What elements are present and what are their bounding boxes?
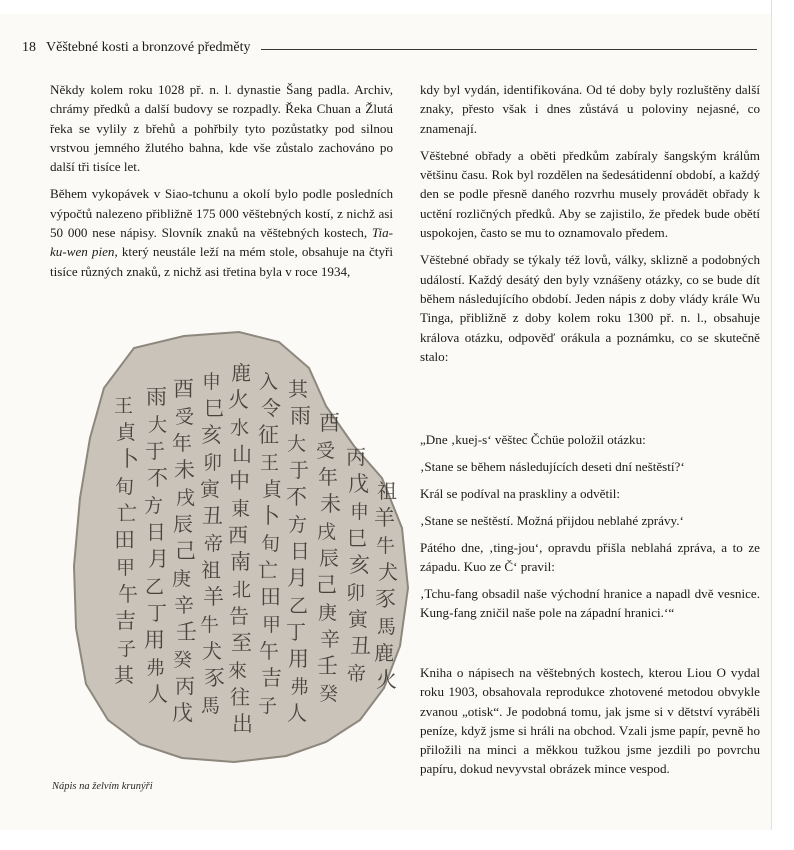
left-column	[50, 80, 393, 289]
oracle-glyph: 庚	[318, 602, 338, 624]
oracle-glyph: 己	[316, 573, 337, 597]
paragraph-excavations	[50, 184, 393, 280]
oracle-glyph: 至	[231, 631, 252, 655]
oracle-glyph: 犬	[202, 639, 222, 663]
oracle-glyph: 出	[232, 712, 253, 736]
oracle-glyph: 丙	[175, 674, 195, 698]
scan-border-right	[771, 0, 794, 850]
oracle-glyph: 王	[260, 452, 280, 474]
oracle-glyph: 亥	[349, 553, 370, 577]
oracle-glyph: 卜	[259, 504, 280, 528]
oracle-glyph: 馬	[201, 695, 221, 717]
oracle-glyph: 旬	[115, 476, 135, 498]
oracle-glyph: 來	[228, 660, 248, 682]
oracle-glyph: 吉	[115, 609, 136, 633]
right-column	[420, 80, 760, 374]
oracle-glyph: 鹿	[374, 641, 394, 665]
oracle-glyph: 年	[318, 465, 338, 489]
turtle-shell-image	[64, 328, 414, 768]
paragraph-divination-topics: Věštebné obřady se týkaly též lovů, války, sklizně a podobných událostí. Každý desátý den byly vznášeny otázky, co se bude dít během následujícího období. Jeden nápis z doby vlády krále Wu Tinga, přibližně z doby kolem roku 1300 př. n. l., obsahuje králova otázku, odpověď orákula a poznámku, co se skutečně stalo:	[420, 252, 760, 364]
oracle-glyph: 入	[259, 371, 279, 393]
paragraph-excavations-a: Během vykopávek v Siao-tchunu a okolí bylo podle posledních výpočtů nalezeno přibližně 175 000 věštebných kostí, z nichž asi 50 000 nese nápisy. Slovník znaků na věštebných kostech,	[50, 186, 393, 241]
oracle-glyph: 寅	[348, 607, 368, 631]
inscription-quote	[420, 430, 760, 630]
quote-line: ‚Tchu-fang obsadil naše východní hranice a napadl dvě vesnice. Kung-fang zničil naše pole na západní hranici.‘“	[420, 585, 760, 621]
oracle-glyph: 辰	[319, 546, 339, 570]
oracle-glyph: 于	[289, 458, 309, 482]
oracle-glyph: 雨	[146, 385, 167, 409]
oracle-glyph: 酉	[173, 377, 194, 401]
oracle-glyph: 癸	[173, 649, 193, 671]
oracle-glyph: 乙	[145, 576, 165, 598]
oracle-glyph: 于	[145, 439, 165, 463]
oracle-glyph: 未	[174, 458, 195, 482]
oracle-glyph: 東	[231, 498, 251, 520]
oracle-glyph: 受	[175, 406, 195, 428]
paragraph-rubbings-text: Kniha o nápisech na věštebných kostech, kterou Liou O vydal roku 1903, obsahovala reprodukce zhotovené metodou obvykle zvanou „otisk“. Je podobná tomu, jak jsme si v dětství vyráběli peníze, když jsme si hráli na obchod. Vzali jsme papír, pevně ho přiložili na minci a měkkou tužkou jsme jezdili po povrchu papíru, dokud nevyvstal obrázek mince vespod.	[420, 665, 760, 777]
oracle-glyph: 辛	[174, 593, 194, 617]
oracle-glyph: 大	[148, 414, 168, 436]
oracle-glyph: 戌	[317, 521, 337, 543]
oracle-glyph: 田	[114, 528, 135, 552]
oracle-glyph: 貞	[262, 477, 282, 501]
oracle-glyph: 不	[147, 466, 168, 490]
oracle-glyph: 乙	[289, 595, 309, 617]
oracle-glyph: 辰	[173, 512, 193, 536]
oracle-glyph: 牛	[200, 614, 220, 636]
oracle-glyph: 寅	[200, 477, 220, 501]
oracle-glyph: 豕	[375, 587, 396, 611]
oracle-glyph: 日	[290, 539, 310, 563]
oracle-glyph: 巳	[204, 396, 224, 420]
oracle-glyph: 弗	[290, 676, 310, 698]
oracle-glyph: 丑	[350, 634, 371, 658]
oracle-glyph: 西	[228, 523, 248, 547]
oracle-glyph: 方	[288, 514, 308, 536]
running-title: Věštebné kosti a bronzové předměty	[46, 40, 251, 55]
oracle-glyph: 丑	[202, 504, 223, 528]
paragraph-rubbings	[420, 663, 760, 779]
oracle-glyph: 不	[286, 485, 307, 509]
quote-line: ‚Stane se neštěstí. Možná přijdou neblahé zprávy.‘	[420, 512, 684, 528]
oracle-glyph: 月	[287, 566, 308, 590]
oracle-glyph: 犬	[378, 560, 398, 584]
oracle-glyph: 火	[228, 388, 249, 412]
oracle-glyph: 年	[172, 431, 192, 455]
oracle-glyph: 子	[258, 695, 278, 717]
oracle-glyph: 用	[288, 647, 309, 671]
oracle-glyph: 己	[175, 539, 196, 563]
oracle-glyph: 南	[230, 550, 251, 574]
oracle-glyph: 火	[376, 668, 397, 692]
oracle-glyph: 酉	[319, 411, 340, 435]
oracle-glyph: 山	[232, 442, 252, 466]
oracle-glyph: 令	[261, 396, 281, 420]
figure-caption: Nápis na želvím krunýři	[52, 781, 153, 792]
quote-line: Král se podíval na praskliny a odvětil:	[420, 485, 620, 501]
oracle-glyph: 日	[146, 520, 166, 544]
oracle-glyph: 受	[316, 440, 336, 462]
oracle-glyph: 鹿	[231, 361, 251, 385]
oracle-glyph: 卯	[346, 582, 366, 604]
oracle-glyph: 方	[144, 495, 164, 517]
oracle-glyph: 丙	[346, 445, 366, 469]
oracle-glyph: 卜	[118, 447, 139, 471]
oracle-glyph: 帝	[347, 663, 367, 685]
oracle-glyph: 用	[144, 628, 165, 652]
oracle-glyph: 大	[287, 433, 307, 455]
turtle-shell-figure	[64, 328, 414, 768]
oracle-glyph: 亡	[258, 558, 278, 582]
paragraph-rituals: Věštebné obřady a oběti předkům zabíraly šangským králům většinu času. Rok byl rozdělen na šedesátidenní období, a každý den se podle přesně daného rozvrhu musely provádět obřady k uctění rozličných předků. Aby se zajistilo, že předek bude obětí uspokojen, často se mu to oznamovalo předem.	[420, 147, 760, 241]
oracle-glyph: 旬	[261, 533, 281, 555]
oracle-glyph: 牛	[376, 535, 396, 557]
oracle-glyph: 祖	[201, 558, 221, 582]
oracle-glyph: 田	[260, 585, 281, 609]
oracle-glyph: 申	[202, 371, 222, 393]
paragraph-dynasty-fall: Někdy kolem roku 1028 př. n. l. dynastie Šang padla. Archiv, chrámy předků a další budovy se rozpadly. Řeka Chuan a Žlutá řeka se vylily z břehů a pohřbily tyto pozůstatky pod silnou vrstvou jemného žlutého bahna, kde vše zůstalo zachováno po další tři tisíce let.	[50, 82, 393, 175]
oracle-glyph: 往	[230, 685, 250, 709]
scan-border-top	[0, 0, 794, 14]
oracle-glyph: 丁	[147, 601, 167, 625]
oracle-glyph: 子	[117, 638, 137, 660]
oracle-glyph: 北	[232, 579, 252, 601]
oracle-glyph: 甲	[262, 614, 282, 636]
oracle-glyph: 亥	[201, 423, 222, 447]
oracle-glyph: 甲	[116, 557, 136, 579]
oracle-glyph: 申	[350, 501, 370, 523]
header-rule	[261, 49, 758, 50]
oracle-glyph: 雨	[290, 404, 311, 428]
oracle-glyph: 午	[118, 582, 138, 606]
oracle-glyph: 巳	[347, 526, 367, 550]
oracle-glyph: 吉	[261, 666, 282, 690]
oracle-glyph: 征	[258, 423, 279, 447]
oracle-glyph: 羊	[374, 506, 395, 530]
oracle-glyph: 卯	[203, 452, 223, 474]
dictionary-title: Tia-ku-wen pien	[50, 225, 393, 260]
oracle-glyph: 亡	[117, 501, 137, 525]
oracle-glyph: 戌	[176, 487, 196, 509]
oracle-glyph: 戊	[348, 472, 369, 496]
quote-line: ‚Stane se během následujících deseti dní neštěstí?‘	[420, 458, 685, 474]
oracle-glyph: 月	[148, 547, 169, 571]
oracle-glyph: 王	[114, 395, 134, 417]
oracle-glyph: 其	[114, 663, 134, 687]
quote-line: Pátého dne, ‚ting-jou‘, opravdu přišla neblahá zpráva, a to ze západu. Kuo ze Č‘ pravil:	[420, 539, 760, 574]
oracle-glyph: 癸	[319, 683, 339, 705]
quote-line: „Dne ‚kuej-s‘ věštec Čchüe položil otázku:	[420, 432, 646, 447]
oracle-glyph: 人	[148, 682, 168, 706]
oracle-glyph: 貞	[116, 420, 136, 444]
oracle-glyph: 中	[229, 469, 250, 493]
oracle-glyph: 帝	[204, 533, 224, 555]
oracle-glyph: 丁	[286, 620, 306, 644]
oracle-glyph: 水	[230, 417, 250, 439]
oracle-glyph: 未	[320, 492, 341, 516]
oracle-glyph: 弗	[146, 657, 166, 679]
scan-border-bottom	[0, 830, 794, 850]
oracle-glyph: 人	[287, 701, 307, 725]
oracle-glyph: 午	[259, 639, 279, 663]
oracle-glyph: 壬	[176, 620, 197, 644]
page-header	[22, 38, 757, 58]
oracle-glyph: 豕	[204, 666, 225, 690]
paragraph-excavations-b: , který neustále leží na mém stole, obsahuje na čtyři tisíce různých znaků, z nichž asi třetina byla v roce 1934,	[50, 244, 393, 279]
paragraph-identification: kdy byl vydán, identifikována. Od té doby byly rozluštěny další znaky, přesto však i dnes zůstává u poloviny nejasné, co znamenají.	[420, 82, 760, 136]
oracle-glyph: 羊	[203, 585, 224, 609]
oracle-glyph: 馬	[377, 616, 397, 638]
oracle-glyph: 告	[229, 604, 249, 628]
oracle-glyph: 辛	[320, 627, 340, 651]
oracle-glyph: 其	[288, 377, 308, 401]
oracle-glyph: 戊	[172, 701, 193, 725]
oracle-glyph: 壬	[317, 654, 338, 678]
page-number: 18	[22, 40, 36, 55]
oracle-glyph: 祖	[377, 479, 397, 503]
oracle-glyph: 庚	[172, 568, 192, 590]
